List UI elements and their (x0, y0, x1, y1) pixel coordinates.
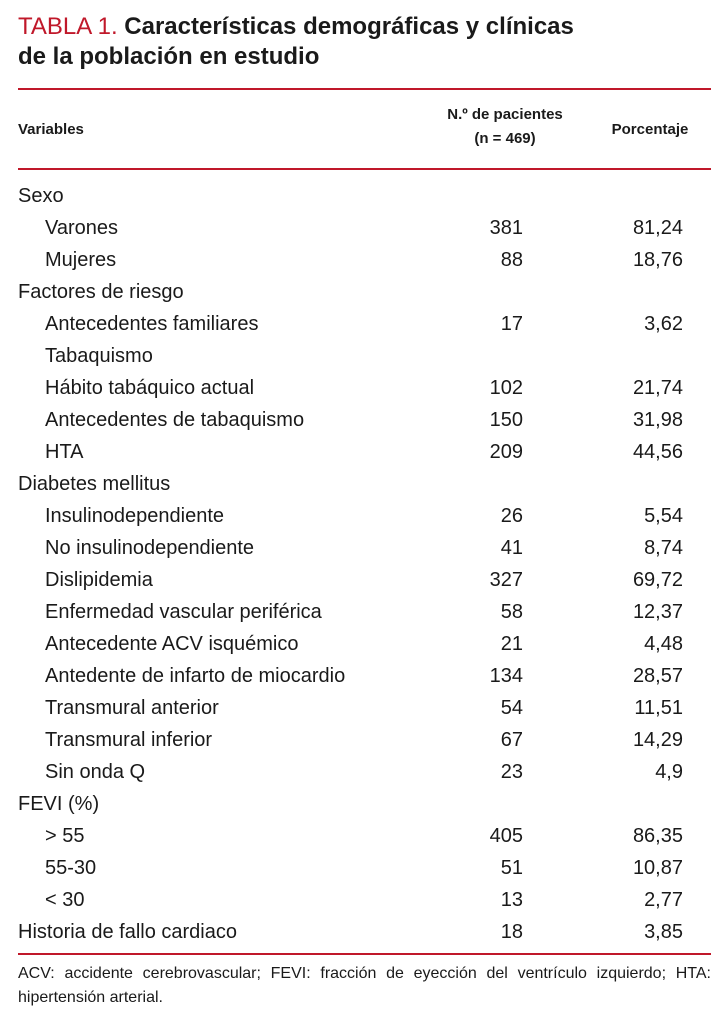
row-label: Dislipidemia (45, 569, 153, 591)
table-row (0, 500, 721, 532)
table-row (0, 820, 721, 852)
row-percent: 69,72 (632, 569, 683, 591)
row-percent: 21,74 (632, 377, 683, 399)
row-label: Insulinodependiente (45, 505, 225, 527)
row-percent: 86,35 (632, 825, 683, 847)
table-row (0, 276, 721, 308)
row-label: 55-30 (45, 857, 97, 879)
table-row (0, 916, 721, 948)
header-n-pacientes (420, 103, 590, 151)
top-rule (18, 88, 711, 90)
table-row (0, 852, 721, 884)
row-label: Historia de fallo cardiaco (18, 921, 237, 943)
row-count: 26 (500, 505, 523, 527)
table-row (0, 596, 721, 628)
row-count: 327 (489, 569, 523, 591)
row-count: 405 (489, 825, 523, 847)
row-count: 58 (500, 601, 523, 623)
row-count: 102 (489, 377, 523, 399)
row-percent: 18,76 (632, 249, 683, 271)
bottom-rule (18, 953, 711, 955)
header-porcentaje: Porcentaje (611, 121, 689, 138)
row-label: < 30 (45, 889, 85, 911)
row-label: Antecedentes de tabaquismo (45, 409, 305, 431)
table-row (0, 660, 721, 692)
table-title-line2: de la población en estudio (18, 43, 320, 70)
table-row (0, 404, 721, 436)
row-label: Transmural inferior (45, 729, 213, 751)
table-footnote: ACV: accidente cerebrovascular; FEVI: fracción de eyección del ventrículo izquierdo; HTA: hipertensión arterial. (18, 965, 711, 1006)
row-percent: 44,56 (632, 441, 683, 463)
row-count: 54 (500, 697, 523, 719)
row-label: No insulinodependiente (45, 537, 255, 559)
row-label: Varones (45, 217, 119, 239)
row-percent: 5,54 (644, 505, 683, 527)
row-count: 21 (500, 633, 523, 655)
table-row (0, 564, 721, 596)
row-count: 41 (500, 537, 523, 559)
row-label: Enfermedad vascular periférica (45, 601, 322, 623)
row-label: Antedente de infarto de miocardio (45, 665, 346, 687)
header-n-line2: (n = 469) (474, 130, 536, 147)
row-percent: 31,98 (632, 409, 683, 431)
table-row (0, 628, 721, 660)
row-label: HTA (45, 441, 84, 463)
header-rule (18, 168, 711, 170)
row-label: Antecedentes familiares (45, 313, 259, 335)
row-label: FEVI (%) (18, 793, 100, 815)
row-percent: 14,29 (632, 729, 683, 751)
row-percent: 3,62 (644, 313, 683, 335)
row-count: 17 (500, 313, 523, 335)
row-label: Diabetes mellitus (18, 473, 171, 495)
row-percent: 81,24 (632, 217, 683, 239)
row-count: 381 (489, 217, 523, 239)
row-count: 88 (500, 249, 523, 271)
table-row (0, 372, 721, 404)
table-body (0, 180, 721, 948)
row-percent: 12,37 (632, 601, 683, 623)
row-label: Sin onda Q (45, 761, 146, 783)
row-count: 134 (489, 665, 523, 687)
row-percent: 11,51 (634, 697, 683, 719)
table-row (0, 788, 721, 820)
table-row (0, 724, 721, 756)
row-percent: 4,48 (644, 633, 683, 655)
table-row (0, 884, 721, 916)
row-percent: 10,87 (632, 857, 683, 879)
row-percent: 2,77 (644, 889, 683, 911)
table-row (0, 308, 721, 340)
row-label: Sexo (18, 185, 64, 207)
row-count: 150 (489, 409, 523, 431)
table-row (0, 244, 721, 276)
table-row (0, 532, 721, 564)
row-label: Antecedente ACV isquémico (45, 633, 299, 655)
header-variables: Variables (18, 121, 84, 138)
row-label: Mujeres (45, 249, 117, 271)
row-count: 67 (500, 729, 523, 751)
table-row (0, 436, 721, 468)
table-row (0, 468, 721, 500)
row-count: 23 (500, 761, 523, 783)
table-row (0, 340, 721, 372)
table-row (0, 180, 721, 212)
row-label: Factores de riesgo (18, 281, 184, 303)
table-row (0, 756, 721, 788)
table-row (0, 692, 721, 724)
row-label: Tabaquismo (45, 345, 153, 367)
table-label: TABLA 1. (18, 13, 118, 40)
table-title-line1: Características demográficas y clínicas (124, 13, 574, 40)
row-count: 51 (500, 857, 523, 879)
header-n-line1: N.º de pacientes (447, 106, 563, 123)
row-percent: 3,85 (644, 921, 683, 943)
row-label: Transmural anterior (45, 697, 219, 719)
row-label: Hábito tabáquico actual (45, 377, 255, 399)
row-count: 13 (500, 889, 523, 911)
row-count: 209 (489, 441, 523, 463)
table-title (18, 12, 708, 72)
row-label: > 55 (45, 825, 85, 847)
table-row (0, 212, 721, 244)
row-count: 18 (500, 921, 523, 943)
row-percent: 4,9 (655, 761, 683, 783)
row-percent: 8,74 (644, 537, 683, 559)
row-percent: 28,57 (632, 665, 683, 687)
